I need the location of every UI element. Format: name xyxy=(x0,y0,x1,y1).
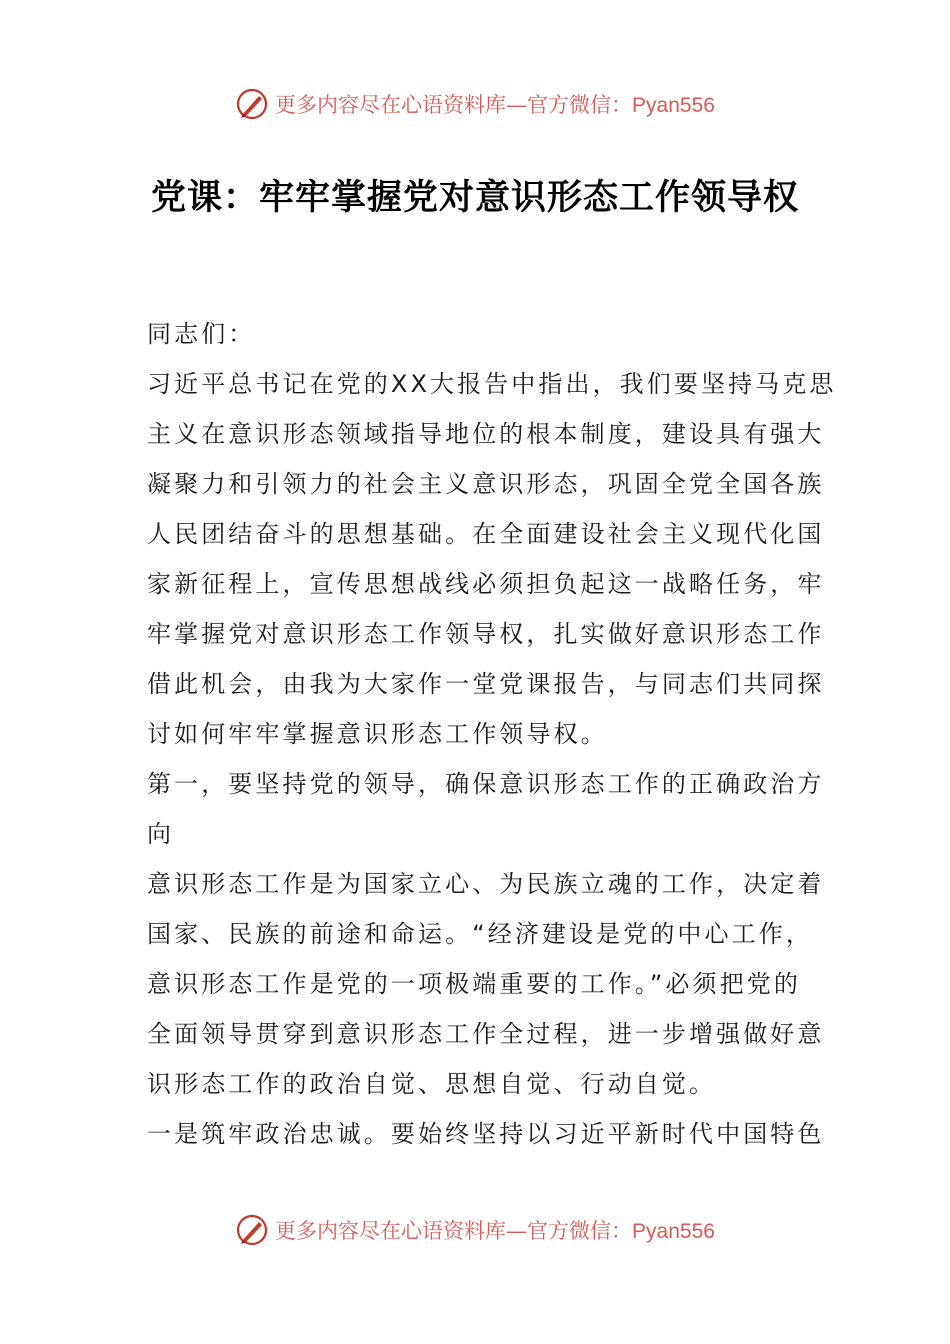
text-line: 一是筑牢政治忠诚。要始终坚持以习近平新时代中国特色 xyxy=(147,1120,825,1148)
header-wechat-id: Pyan556 xyxy=(632,94,715,117)
text-line: 牢掌握党对意识形态工作领导权，扎实做好意识形态工作 xyxy=(147,620,825,648)
text-line: 家新征程上，宣传思想战线必须担负起这一战略任务，牢 xyxy=(147,570,825,598)
header-banner-text: 更多内容尽在心语资料库—官方微信：Pyan556 xyxy=(275,93,715,117)
text-line: 习近平总书记在党的XX大报告中指出，我们要坚持马克思 xyxy=(147,370,837,398)
header-banner xyxy=(0,82,950,126)
body-text xyxy=(147,309,837,1159)
text-line: 全面领导贯穿到意识形态工作全过程，进一步增强做好意 xyxy=(147,1020,825,1048)
page-title: 党课：牢牢掌握党对意识形态工作领导权 xyxy=(150,177,799,218)
text-line: 借此机会，由我为大家作一堂党课报告，与同志们共同探 xyxy=(147,670,825,698)
text-line: 国家、民族的前途和命运。“经济建设是党的中心工作， xyxy=(147,920,813,948)
text-line: 识形态工作的政治自觉、思想自觉、行动自觉。 xyxy=(147,1070,717,1098)
text-line: 意识形态工作是党的一项极端重要的工作。”必须把党的 xyxy=(147,970,801,998)
text-line: 人民团结奋斗的思想基础。在全面建设社会主义现代化国 xyxy=(147,520,825,548)
text-line: 向 xyxy=(147,820,175,848)
text-line: 讨如何牢牢掌握意识形态工作领导权。 xyxy=(147,720,608,748)
text-line: 同志们： xyxy=(147,320,256,348)
footer-banner xyxy=(0,1208,950,1252)
footer-banner-text: 更多内容尽在心语资料库—官方微信：Pyan556 xyxy=(275,1219,715,1243)
text-line: 凝聚力和引领力的社会主义意识形态，巩固全党全国各族 xyxy=(147,470,825,498)
text-line: 意识形态工作是为国家立心、为民族立魂的工作，决定着 xyxy=(147,870,825,898)
pen-logo-icon xyxy=(235,1213,269,1247)
text-line: 主义在意识形态领域指导地位的根本制度，建设具有强大 xyxy=(147,420,825,448)
pen-logo-icon xyxy=(235,87,269,121)
text-line: 第一，要坚持党的领导，确保意识形态工作的正确政治方 xyxy=(147,770,825,798)
footer-wechat-id: Pyan556 xyxy=(632,1220,715,1243)
